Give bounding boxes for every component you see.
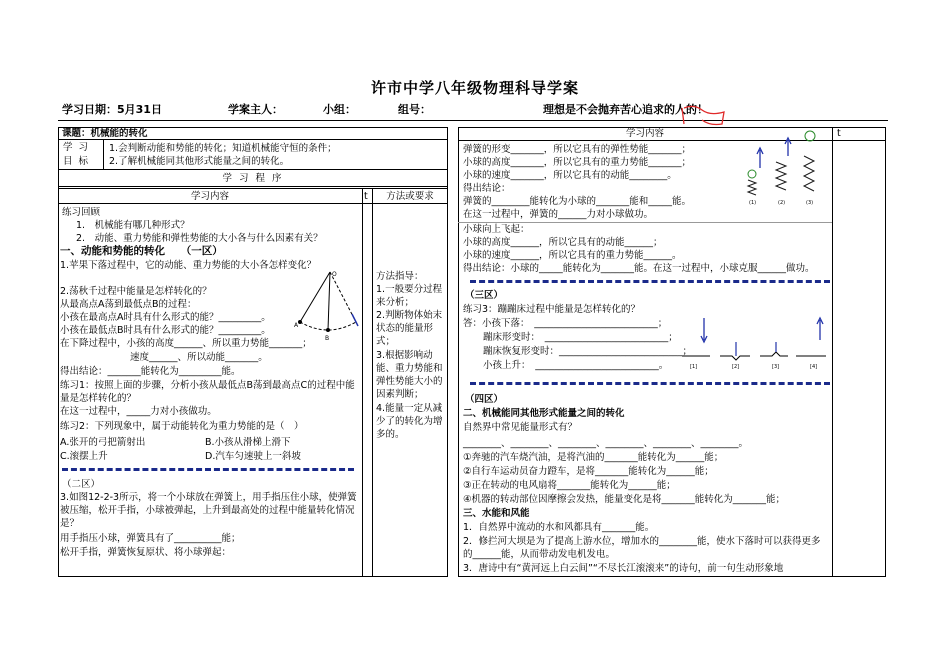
- q2c: 小孩在最低点B时具有什么形式的能？_________。: [60, 325, 271, 336]
- topic: 课题：机械能的转化: [62, 128, 148, 139]
- q2d: 在下降过程中，小孩的高度______、所以重力势能_______；: [60, 338, 312, 349]
- right-col-content: 学习内容: [625, 128, 664, 139]
- q2b: 小孩在最高点A时具有什么形式的能？_________。: [60, 312, 271, 323]
- spring-label-3: (3): [806, 200, 814, 206]
- r4: 得出结论：: [463, 183, 511, 194]
- r8: 小球的高度______，所以它具有的动能______；: [463, 237, 663, 248]
- motto: 理想是不会抛弃苦心追求的人的！: [543, 103, 708, 116]
- ex3-deform: 蹦床形变时： __________________________；: [483, 332, 678, 343]
- divider-dash: [62, 468, 354, 471]
- section-4-title: 二、机械能同其他形式能量之间的转化: [463, 408, 625, 419]
- q3a: 用手指压小球，弹簧具有了__________能；: [60, 533, 241, 544]
- study-date: 学习日期：5月31日: [62, 103, 162, 116]
- divider-dash: [470, 280, 830, 283]
- section-1: 一、动能和势能的转化 （一区）: [60, 245, 223, 257]
- review-title: 练习回顾: [62, 207, 101, 218]
- tramp-label-3: [3]: [772, 364, 780, 370]
- method-4: 4.能量一定从减少了的转化为增多的。: [376, 403, 443, 440]
- c2: ②自行车运动员奋力蹬车，是将_______能转化为______能；: [463, 466, 714, 477]
- review-q1: 1. 机械能有哪几种形式？: [76, 220, 190, 231]
- r3: 小球的速度_______，所以它具有的动能________。: [463, 170, 677, 181]
- r10: 得出结论：小球的_____能转化为_______能。在这一过程中，小球克服______做功。: [463, 263, 815, 274]
- section-3: （三区）: [465, 290, 504, 301]
- exercise-1b: 在这一过程中，_____力对小孩做功。: [60, 406, 217, 417]
- option-c: C.滚摆上升: [60, 451, 108, 462]
- fig-label-a: A: [294, 322, 299, 329]
- method-3: 3.根据影响动能、重力势能和弹性势能大小的因素判断；: [376, 350, 443, 400]
- owner-label: 学案主人：: [228, 103, 283, 116]
- q2e: 速度______、所以动能_______。: [130, 352, 268, 363]
- exercise-3: 练习3：蹦蹦床过程中能量是怎样转化的？: [463, 304, 641, 315]
- process-title: 学 习 程 序: [222, 173, 284, 184]
- w3: 3．唐诗中有“黄河远上白云间”“不尽长江滚滚来”的诗句，前一句生动形象地: [463, 563, 784, 574]
- fig-label-o: O: [332, 271, 337, 278]
- spring-label-2: (2): [778, 200, 786, 206]
- option-a: A.张开的弓把箭射出: [60, 437, 146, 448]
- col-t: t: [364, 191, 368, 202]
- r9: 小球的速度______，所以它具有的重力势能______。: [463, 250, 682, 261]
- method-2: 2.判断物体始末状态的能量形式；: [376, 310, 443, 347]
- goal-1: 1.会判断动能和势能的转化；知道机械能守恒的条件；: [109, 143, 337, 154]
- q2f: 得出结论：_______能转化为_________能。: [60, 366, 241, 377]
- q2: 2.荡秋千过程中能量是怎样转化的？: [60, 286, 212, 297]
- method-1: 1.一般要分过程来分析；: [376, 284, 443, 308]
- page-title: 许市中学八年级物理科导学案: [370, 79, 579, 97]
- q4: 自然界中常见能量形式有？: [463, 422, 578, 433]
- col-content: 学习内容: [190, 191, 229, 202]
- section-4: （四区）: [465, 394, 504, 405]
- q1: 1.苹果下落过程中，它的动能、重力势能的大小各怎样变化？: [60, 260, 317, 271]
- exercise-1: 练习1：按照上面的步骤，分析小孩从最低点B荡到最高点C的过程中能量是怎样转化的？: [60, 380, 355, 404]
- ex3-fall: 答：小孩下落： __________________________；: [463, 318, 668, 329]
- spring-label-1: (1): [749, 200, 757, 206]
- group-label: 小组：: [323, 103, 356, 116]
- method-title: 方法指导：: [376, 271, 424, 282]
- fig-label-b: B: [325, 335, 330, 342]
- divider-dash: [470, 382, 830, 385]
- right-col-t: t: [837, 128, 841, 139]
- option-b: B.小孩从滑梯上滑下: [205, 437, 291, 448]
- r1: 弹簧的形变_______，所以它具有的弹性势能_______；: [463, 144, 692, 155]
- r5: 弹簧的________能转化为小球的_______能和_____能。: [463, 196, 692, 207]
- ex3-rise: 小孩上升： __________________________。: [483, 360, 669, 371]
- spring-figure: [740, 128, 830, 206]
- section-5: 三、水能和风能: [463, 508, 530, 519]
- goal-label: 学习目标: [63, 142, 95, 167]
- col-method: 方法或要求: [386, 191, 434, 202]
- goal-2: 2.了解机械能同其他形式能量之间的转化。: [109, 156, 290, 167]
- header-underline: [58, 120, 888, 121]
- w2: 2．修拦河大坝是为了提高上游水位，增加水的________能，使水下落时可以获得更多的______能，从而带动发电机发电。: [463, 536, 821, 560]
- q4-blanks: ________、________、________、________、________、________。: [463, 438, 749, 449]
- r2: 小球的高度_______，所以它具有的重力势能_______；: [463, 157, 692, 168]
- r7: 小球向上飞起：: [463, 224, 530, 235]
- ex3-recover: 蹦床恢复形变时：__________________________；: [483, 346, 693, 357]
- q2a: 从最高点A荡到最低点B的过程：: [60, 299, 197, 310]
- r6: 在这一过程中，弹簧的______力对小球做功。: [463, 209, 654, 220]
- tramp-label-4: [4]: [810, 364, 818, 370]
- c1: ①奔驰的汽车烧汽油，是将汽油的_______能转化为______能；: [463, 452, 724, 463]
- c3: ③正在转动的电风扇将_______能转化为______能；: [463, 480, 676, 491]
- trampoline-figure: [680, 312, 830, 372]
- tramp-label-1: [1]: [690, 364, 698, 370]
- tramp-label-2: [2]: [732, 364, 740, 370]
- exercise-2: 练习2：下列现象中，属于动能转化为重力势能的是（ ）: [60, 421, 304, 432]
- group-number-label: 组号：: [398, 103, 431, 116]
- q3b: 松开手指，弹簧恢复原状、将小球弹起：: [60, 547, 232, 558]
- option-d: D.汽车匀速驶上一斜坡: [205, 451, 301, 462]
- q3: 3.如图12-2-3所示，将一个小球放在弹簧上，用手指压住小球，使弹簧被压缩，松开手指，小球被弹起，上升到最高处的过程中能量转化情况是？: [60, 492, 357, 529]
- swing-figure: [286, 268, 362, 344]
- c4: ④机器的转动部位因摩擦会发热，能量变化是将_______能转化为_______能；: [463, 494, 786, 505]
- w1: 1．自然界中流动的水和风都具有_______能。: [463, 522, 655, 533]
- section-2: （二区）: [62, 479, 101, 490]
- review-q2: 2. 动能、重力势能和弹性势能的大小各与什么因素有关？: [76, 233, 323, 244]
